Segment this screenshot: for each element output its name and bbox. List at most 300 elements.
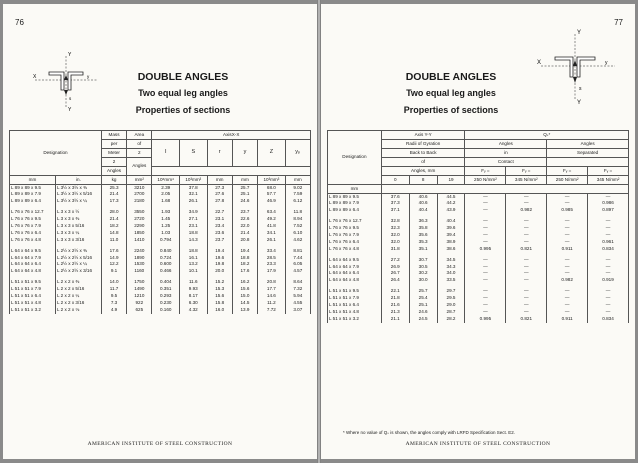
table-row: [10, 307, 311, 314]
table-cell: L 64 x 64 x 4.8: [328, 277, 382, 284]
table-cell: —: [465, 207, 506, 214]
table-cell: L 76 x 76 x 6.4: [328, 239, 382, 246]
table-cell: —: [506, 309, 547, 316]
table-cell: 0.995: [465, 246, 506, 253]
table-cell: 40.4: [409, 207, 437, 214]
table-cell: L 64 x 64 x 9.5: [10, 248, 56, 255]
table-cell: 23.3: [258, 261, 286, 268]
table-row: [10, 286, 311, 293]
table-cell: 18.8: [232, 255, 257, 262]
table-cell: 13.9: [232, 307, 257, 314]
table-cell: —: [465, 288, 506, 295]
table-cell: 21.4: [101, 191, 126, 198]
table-cell: L 76 x 76 x 4.8: [328, 246, 382, 253]
table-cell: 0.911: [547, 316, 588, 323]
table-cell: 2.39: [152, 185, 180, 192]
table-cell: 21.6: [381, 302, 409, 309]
table-cell: 7.3: [101, 300, 126, 307]
table-cell: 5.94: [285, 293, 310, 300]
page-subtitle-2: Properties of sections: [403, 105, 499, 115]
table-cell: 9.93: [180, 286, 208, 293]
table-cell: —: [465, 239, 506, 246]
figure-axis-label: y: [87, 74, 90, 79]
table-cell: 1410: [127, 237, 152, 244]
page-number: 77: [614, 18, 623, 27]
table-cell: —: [506, 264, 547, 271]
table-cell: 0.230: [152, 300, 180, 307]
table-cell: 7.59: [285, 191, 310, 198]
table-row: [328, 277, 629, 284]
table-cell: —: [547, 232, 588, 239]
table-cell: L 3 x 3 x ¼: [55, 230, 101, 237]
table-row: [328, 257, 629, 264]
table-cell: 26.1: [180, 198, 208, 205]
unit-i: 10⁶mm⁴: [152, 176, 180, 185]
table-row: [328, 218, 629, 225]
table-cell: 25.3: [101, 185, 126, 192]
table-cell: L 64 x 64 x 4.8: [10, 268, 56, 275]
page-title: DOUBLE ANGLES: [405, 71, 497, 83]
table-cell: 30.2: [409, 270, 437, 277]
table-row: [328, 200, 629, 207]
footer: AMERICAN INSTITUTE OF STEEL CONSTRUCTION: [87, 441, 233, 447]
table-cell: 34.0: [437, 270, 465, 277]
table-cell: L 76 x 76 x 6.4: [10, 230, 56, 237]
table-cell: 28.0: [101, 209, 126, 216]
table-cell: 0.351: [152, 286, 180, 293]
table-cell: 31.8: [381, 246, 409, 253]
table-cell: 11.2: [258, 300, 286, 307]
table-cell: 23.1: [180, 223, 208, 230]
table-cell: —: [588, 270, 629, 277]
table-cell: 32.0: [381, 239, 409, 246]
table-cell: 19.8: [207, 261, 232, 268]
table-row: [10, 293, 311, 300]
table-cell: —: [465, 264, 506, 271]
area-header-3: 2: [127, 149, 152, 158]
table-cell: 8.94: [285, 216, 310, 223]
y-header: y: [232, 140, 257, 167]
table-cell: —: [506, 200, 547, 207]
table-cell: 18.8: [180, 230, 208, 237]
table-cell: L 76 x 76 x 12.7: [10, 209, 56, 216]
page-title: DOUBLE ANGLES: [137, 71, 229, 83]
table-cell: L 3½ x 3½ x ⅜: [55, 185, 101, 192]
table-cell: 63.4: [258, 209, 286, 216]
table-cell: L 89 x 89 x 7.9: [10, 191, 56, 198]
table-cell: 18.2: [232, 261, 257, 268]
table-cell: L 64 x 64 x 6.4: [328, 270, 382, 277]
table-cell: 25.1: [409, 302, 437, 309]
table-row: [328, 207, 629, 214]
axis-header: AxisX-X: [152, 131, 311, 140]
table-cell: 2700: [127, 191, 152, 198]
table-cell: —: [588, 302, 629, 309]
table-row: [10, 230, 311, 237]
of-header: of: [381, 158, 465, 167]
table-cell: 25.1: [232, 191, 257, 198]
table-cell: 0.919: [588, 277, 629, 284]
fy-250: 250 N/mm²: [465, 176, 506, 185]
table-cell: 0.160: [152, 307, 180, 314]
table-cell: —: [506, 225, 547, 232]
table-cell: 0.600: [152, 261, 180, 268]
table-cell: —: [465, 309, 506, 316]
table-cell: —: [506, 239, 547, 246]
table-cell: 3.07: [285, 307, 310, 314]
properties-table-right: [327, 130, 629, 323]
table-cell: —: [588, 194, 629, 201]
table-cell: 11.0: [101, 237, 126, 244]
table-row: [328, 288, 629, 295]
table-cell: 19.4: [207, 248, 232, 255]
designation-header: Designation: [10, 131, 102, 176]
table-row: [10, 185, 311, 192]
table-cell: —: [506, 277, 547, 284]
mass-header-5: Angles: [101, 167, 126, 176]
table-cell: 0.724: [152, 255, 180, 262]
table-cell: 35.1: [409, 246, 437, 253]
table-cell: 23.6: [207, 230, 232, 237]
table-row: [328, 194, 629, 201]
table-cell: L 2½ x 2½ x 3/16: [55, 268, 101, 275]
area-header: Area: [127, 131, 152, 140]
table-cell: 4.55: [285, 300, 310, 307]
table-cell: 8.64: [285, 279, 310, 286]
table-cell: 68.0: [258, 185, 286, 192]
table-cell: L 2 x 2 x ⅛: [55, 307, 101, 314]
table-cell: 19.6: [207, 255, 232, 262]
table-cell: 1.25: [152, 223, 180, 230]
table-cell: 27.2: [381, 257, 409, 264]
table-cell: 1.93: [152, 209, 180, 216]
table-cell: 0.821: [506, 316, 547, 323]
table-cell: 30.5: [409, 264, 437, 271]
table-cell: 15.8: [207, 300, 232, 307]
table-cell: 17.7: [258, 286, 286, 293]
table-cell: —: [506, 232, 547, 239]
angles-mm-header: Angles, mm: [381, 167, 465, 176]
table-cell: 0.834: [588, 246, 629, 253]
yp-header: yₚ: [285, 140, 310, 167]
table-cell: 35.8: [409, 225, 437, 232]
table-cell: —: [465, 200, 506, 207]
unit-r: mm: [207, 176, 232, 185]
table-cell: 35.3: [409, 239, 437, 246]
table-cell: 0.821: [506, 246, 547, 253]
double-angle-figure: [31, 50, 101, 112]
table-cell: —: [547, 295, 588, 302]
area-header-4: Angles: [127, 158, 152, 176]
figure-axis-label: X: [33, 74, 37, 80]
table-cell: 34.3: [437, 264, 465, 271]
table-cell: 11.8: [285, 209, 310, 216]
table-cell: 21.8: [381, 295, 409, 302]
back-header: Back to Back: [381, 149, 465, 158]
area-header-2: of: [127, 140, 152, 149]
table-cell: L 76 x 76 x 7.9: [10, 223, 56, 230]
unit-in: in.: [55, 176, 101, 185]
table-cell: 37.3: [381, 200, 409, 207]
table-cell: L 76 x 76 x 4.8: [10, 237, 56, 244]
table-cell: L 2½ x 2½ x ¼: [55, 261, 101, 268]
table-row: [10, 191, 311, 198]
spacing-19: 19: [437, 176, 465, 185]
table-cell: L 51 x 51 x 3.2: [10, 307, 56, 314]
table-row: [10, 223, 311, 230]
table-row: [328, 246, 629, 253]
table-cell: 25.7: [409, 288, 437, 295]
fy-header: Fᵧ =: [506, 167, 547, 176]
table-cell: 18.8: [180, 248, 208, 255]
table-cell: 23.1: [207, 216, 232, 223]
table-cell: 3210: [127, 185, 152, 192]
table-cell: 0.840: [152, 248, 180, 255]
table-cell: 1160: [127, 268, 152, 275]
table-cell: 7.32: [285, 286, 310, 293]
table-cell: 27.1: [180, 216, 208, 223]
unit-kg: kg: [101, 176, 126, 185]
mass-header-3: Meter: [101, 149, 126, 158]
table-cell: —: [588, 264, 629, 271]
table-cell: —: [506, 270, 547, 277]
left-page: [3, 4, 317, 459]
table-cell: 12.2: [101, 261, 126, 268]
fy-345: 345 N/mm²: [506, 176, 547, 185]
table-cell: L 51 x 51 x 7.9: [328, 295, 382, 302]
table-cell: L 3 x 3 x ⅜: [55, 216, 101, 223]
table-cell: 22.0: [232, 223, 257, 230]
axis-header: Axis Y-Y: [381, 131, 465, 140]
unit-s: 10³mm³: [180, 176, 208, 185]
table-cell: 0.995: [465, 316, 506, 323]
table-cell: 14.8: [101, 230, 126, 237]
table-cell: —: [588, 225, 629, 232]
table-cell: L 51 x 51 x 4.8: [328, 309, 382, 316]
table-cell: 2.05: [152, 191, 180, 198]
table-row: [10, 198, 311, 205]
table-cell: —: [506, 302, 547, 309]
table-cell: 43.9: [437, 207, 465, 214]
table-cell: 0.986: [588, 200, 629, 207]
table-cell: 33.4: [258, 248, 286, 255]
table-cell: 35.6: [409, 232, 437, 239]
table-cell: 2290: [127, 223, 152, 230]
table-cell: 40.4: [437, 218, 465, 225]
table-cell: —: [465, 218, 506, 225]
spacing-8: 8: [409, 176, 437, 185]
unit-z: 10³mm³: [258, 176, 286, 185]
table-cell: L 51 x 51 x 4.8: [10, 300, 56, 307]
table-cell: 21.3: [381, 309, 409, 316]
table-cell: 24.6: [232, 198, 257, 205]
fy-250: 250 N/mm²: [547, 176, 588, 185]
table-cell: L 2 x 2 x ¼: [55, 293, 101, 300]
table-cell: 34.5: [437, 257, 465, 264]
table-cell: —: [547, 302, 588, 309]
table-cell: 0.466: [152, 268, 180, 275]
table-cell: 6.05: [285, 261, 310, 268]
right-page: [321, 4, 635, 459]
table-cell: 49.2: [258, 216, 286, 223]
fy-header: Fᵧ =: [465, 167, 506, 176]
table-cell: —: [547, 200, 588, 207]
table-cell: 9.1: [101, 268, 126, 275]
table-cell: —: [506, 194, 547, 201]
table-cell: 0.794: [152, 237, 180, 244]
table-cell: —: [588, 288, 629, 295]
table-cell: 0.961: [588, 239, 629, 246]
table-cell: 23.7: [207, 237, 232, 244]
table-cell: 21.1: [381, 316, 409, 323]
table-cell: 9.5: [101, 293, 126, 300]
table-cell: L 3 x 3 x 3/16: [55, 237, 101, 244]
table-cell: 1.68: [152, 198, 180, 205]
table-cell: —: [465, 225, 506, 232]
table-cell: 22.6: [232, 216, 257, 223]
table-cell: 0.985: [547, 207, 588, 214]
table-cell: 7.44: [285, 255, 310, 262]
table-row: [10, 209, 311, 216]
table-cell: 0.293: [152, 293, 180, 300]
figure-axis-label: Y: [68, 107, 72, 112]
table-cell: L 51 x 51 x 7.9: [10, 286, 56, 293]
table-row: [328, 316, 629, 323]
table-row: [10, 255, 311, 262]
table-cell: 17.6: [101, 248, 126, 255]
table-cell: 1210: [127, 293, 152, 300]
table-cell: 39.4: [437, 232, 465, 239]
table-cell: 2180: [127, 198, 152, 205]
table-cell: 1890: [127, 255, 152, 262]
table-cell: L 64 x 64 x 7.9: [10, 255, 56, 262]
table-cell: 1490: [127, 286, 152, 293]
table-cell: 30.7: [409, 257, 437, 264]
table-cell: 6.12: [285, 198, 310, 205]
table-cell: 625: [127, 307, 152, 314]
table-cell: L 2½ x 2½ x ⅜: [55, 248, 101, 255]
table-cell: 11.6: [180, 279, 208, 286]
table-cell: —: [588, 309, 629, 316]
figure-axis-label: y: [605, 60, 608, 66]
table-cell: 6.10: [285, 230, 310, 237]
table-cell: 38.9: [437, 239, 465, 246]
table-cell: —: [547, 309, 588, 316]
properties-table-left: [9, 130, 311, 314]
table-cell: 22.1: [381, 288, 409, 295]
table-cell: L 89 x 89 x 6.4: [328, 207, 382, 214]
table-cell: 1.03: [152, 230, 180, 237]
table-cell: 10.1: [180, 268, 208, 275]
table-cell: —: [588, 295, 629, 302]
table-cell: 4.32: [180, 307, 208, 314]
table-row: [328, 302, 629, 309]
table-cell: L 76 x 76 x 7.9: [328, 232, 382, 239]
table-cell: 26.7: [381, 270, 409, 277]
table-cell: L 76 x 76 x 9.5: [328, 225, 382, 232]
table-cell: 16.1: [180, 255, 208, 262]
table-cell: —: [465, 257, 506, 264]
page-number: 76: [15, 18, 24, 27]
table-cell: 26.4: [381, 277, 409, 284]
table-cell: L 51 x 51 x 3.2: [328, 316, 382, 323]
table-cell: 1530: [127, 261, 152, 268]
table-cell: L 76 x 76 x 9.5: [10, 216, 56, 223]
table-cell: 8.17: [180, 293, 208, 300]
table-cell: L 51 x 51 x 6.4: [328, 302, 382, 309]
table-cell: 21.4: [232, 230, 257, 237]
page-subtitle: Two equal leg angles: [138, 88, 228, 98]
table-cell: 37.6: [381, 194, 409, 201]
table-cell: L 3 x 3 x ½: [55, 209, 101, 216]
page-subtitle-2: Properties of sections: [135, 105, 231, 115]
footnote: * Where no value of Qₛ is shown, the angles comply with LRFD Specification Sect. E2.: [343, 430, 516, 435]
table-cell: 28.7: [437, 309, 465, 316]
table-cell: 2720: [127, 216, 152, 223]
table-cell: 0.404: [152, 279, 180, 286]
table-cell: 27.6: [207, 191, 232, 198]
table-cell: 922: [127, 300, 152, 307]
unit-yp: mm: [285, 176, 310, 185]
table-cell: —: [465, 295, 506, 302]
table-cell: —: [465, 270, 506, 277]
table-cell: 14.3: [180, 237, 208, 244]
table-cell: 34.9: [180, 209, 208, 216]
table-cell: 27.3: [207, 185, 232, 192]
table-row: [10, 268, 311, 275]
table-cell: —: [588, 232, 629, 239]
figure-axis-label: Y: [68, 52, 72, 58]
figure-axis-label: s: [579, 86, 582, 92]
figure-axis-label: s: [69, 96, 72, 101]
table-cell: —: [547, 257, 588, 264]
table-cell: 14.0: [101, 279, 126, 286]
table-cell: 27.8: [207, 198, 232, 205]
table-cell: —: [506, 218, 547, 225]
table-cell: 15.3: [207, 286, 232, 293]
table-cell: 15.2: [207, 279, 232, 286]
table-row: [328, 239, 629, 246]
table-cell: 17.6: [232, 268, 257, 275]
footer: AMERICAN INSTITUTE OF STEEL CONSTRUCTION: [405, 441, 551, 447]
table-cell: 24.5: [409, 316, 437, 323]
table-cell: 32.8: [381, 218, 409, 225]
r-header: r: [207, 140, 232, 167]
table-cell: 15.6: [207, 293, 232, 300]
qs-header: Qₛ*: [465, 131, 629, 140]
table-cell: 1.45: [152, 216, 180, 223]
table-cell: —: [588, 218, 629, 225]
table-row: [328, 264, 629, 271]
table-row: [328, 309, 629, 316]
table-cell: 0.911: [547, 246, 588, 253]
table-cell: L 64 x 64 x 9.5: [328, 257, 382, 264]
unit-mm: mm: [10, 176, 56, 185]
table-cell: 46.9: [258, 198, 286, 205]
table-cell: 0.982: [547, 277, 588, 284]
table-cell: L 64 x 64 x 7.9: [328, 264, 382, 271]
spacing-0: 0: [381, 176, 409, 185]
table-cell: 57.7: [258, 191, 286, 198]
table-cell: 0.897: [588, 207, 629, 214]
table-cell: 26.1: [258, 237, 286, 244]
table-cell: 20.0: [207, 268, 232, 275]
table-cell: 14.9: [101, 255, 126, 262]
table-cell: 15.0: [232, 293, 257, 300]
table-cell: 20.8: [258, 279, 286, 286]
table-cell: 25.4: [409, 295, 437, 302]
figure-axis-label: Y: [577, 100, 582, 106]
